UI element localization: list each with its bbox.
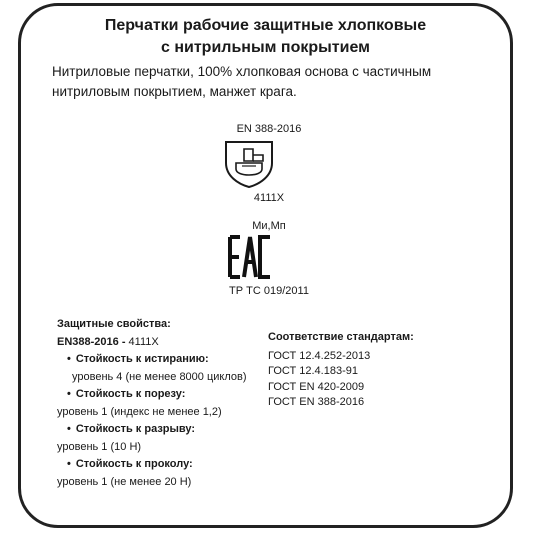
tr-ts-regulation: ТР ТС 019/2011 (229, 285, 309, 297)
tear-label: • Стойкость к разрыву: (57, 421, 267, 439)
standard-label: EN 388-2016 (236, 123, 302, 135)
title-line-2: с нитрильным покрытием (161, 39, 370, 56)
cut-label: • Стойкость к порезу: (57, 386, 267, 404)
standard-item: ГОСТ EN 388-2016 (268, 396, 365, 408)
standard-item: ГОСТ 12.4.183-91 (268, 365, 358, 377)
standard-item: ГОСТ 12.4.252-2013 (268, 349, 371, 362)
product-description: Нитриловые перчатки, 100% хлопковая основа с частичным нитриловым покрытием, манжет крага. (52, 64, 432, 99)
title-line-1: Перчатки рабочие защитные хлопковые (104, 17, 427, 34)
protection-class: Ми,Мп (252, 220, 286, 232)
shield-code: 4111X (253, 192, 285, 204)
standards-heading: Соответствие стандартам: (268, 331, 414, 343)
mechanical-hazard-shield-icon (222, 139, 276, 189)
eac-mark-icon (227, 235, 273, 279)
standard-item: ГОСТ EN 420-2009 (268, 380, 365, 393)
cut-value: уровень 1 (индекс не менее 1,2) (57, 405, 222, 418)
en-value: 4111X (128, 335, 159, 348)
en-rating-row (57, 334, 267, 352)
en-label: EN388-2016 - (57, 335, 129, 348)
abrasion-value: уровень 4 (не менее 8000 циклов) (72, 370, 247, 383)
puncture-label: • Стойкость к проколу: (57, 456, 267, 474)
protective-heading: Защитные свойства: (57, 318, 171, 330)
product-title (21, 15, 510, 59)
abrasion-label: • Стойкость к истиранию: (57, 351, 267, 369)
standards-compliance (268, 330, 468, 411)
puncture-value: уровень 1 (не менее 20 Н) (57, 475, 192, 488)
protective-properties (57, 316, 267, 491)
tear-value: уровень 1 (10 Н) (57, 440, 142, 453)
